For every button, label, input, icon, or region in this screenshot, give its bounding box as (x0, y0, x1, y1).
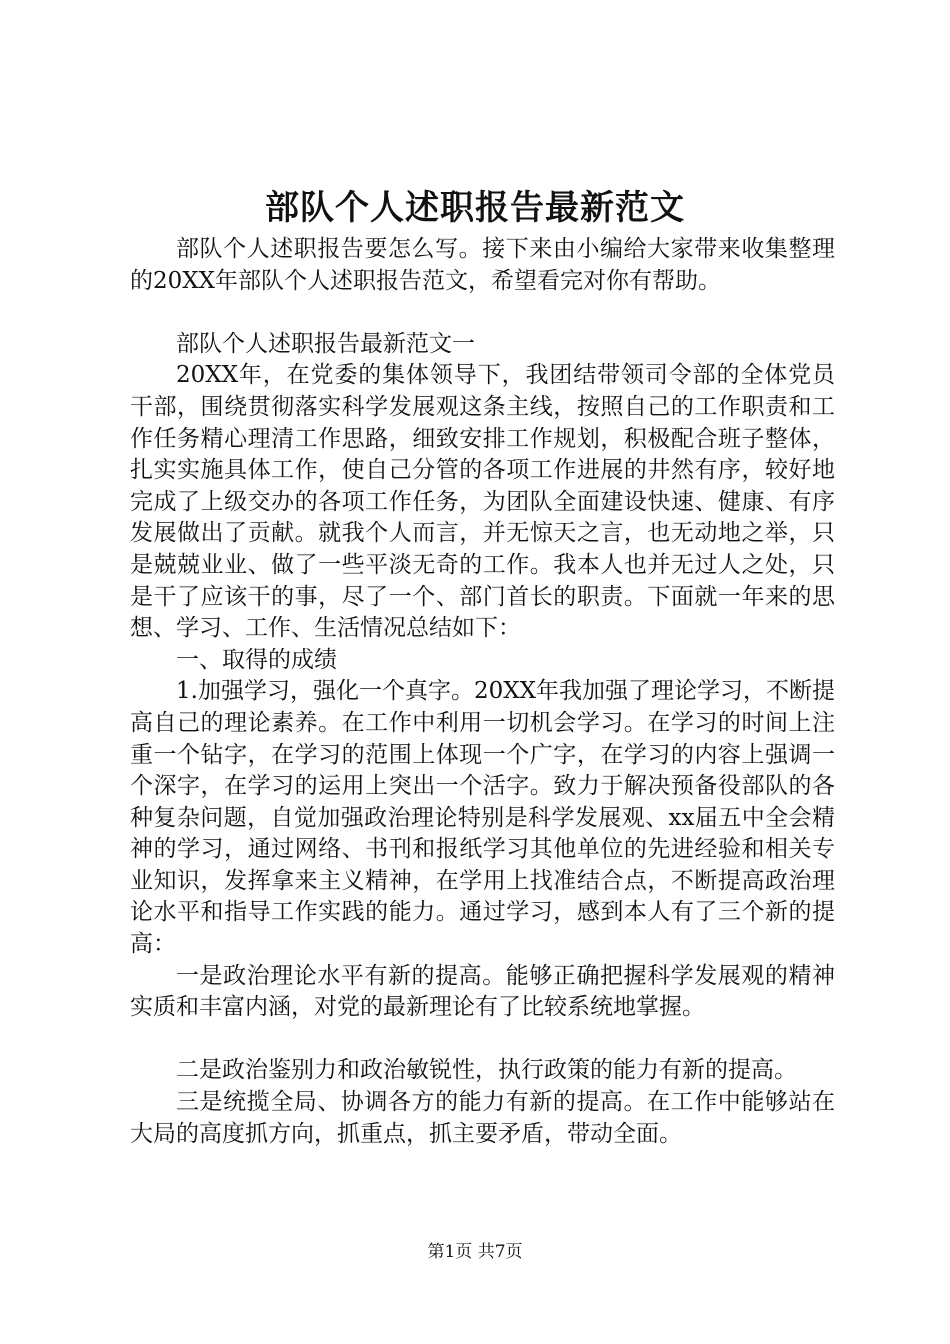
intro-paragraph: 部队个人述职报告要怎么写。接下来由小编给大家带来收集整理的20XX年部队个人述职报告范文，希望看完对你有帮助。 (130, 236, 835, 294)
document-body (130, 234, 835, 1150)
body-paragraph: 1.加强学习，强化一个真字。20XX年我加强了理论学习，不断提高自己的理论素养。在工作中利用一切机会学习。在学习的时间上注重一个钻字，在学习的范围上体现一个广字，在学习的内容上强调一个深字，在学习的运用上突出一个活字。致力于解决预备役部队的各种复杂问题，自觉加强政治理论特别是科学发展观、xx届五中全会精神的学习，通过网络、书刊和报纸学习其他单位的先进经验和相关专业知识，发挥拿来主义精神，在学用上找准结合点，不断提高政治理论水平和指导工作实践的能力。通过学习，感到本人有了三个新的提高： (130, 678, 835, 958)
body-paragraph: 20XX年，在党委的集体领导下，我团结带领司令部的全体党员干部，围绕贯彻落实科学发展观这条主线，按照自己的工作职责和工作任务精心理清工作思路，细致安排工作规划，积极配合班子整体，扎实实施具体工作，使自己分管的各项工作进展的井然有序，较好地完成了上级交办的各项工作任务，为团队全面建设快速、健康、有序发展做出了贡献。就我个人而言，并无惊天之言，也无动地之举，只是兢兢业业、做了一些平淡无奇的工作。我本人也并无过人之处，只是干了应该干的事，尽了一个、部门首长的职责。下面就一年来的思想、学习、工作、生活情况总结如下： (130, 362, 835, 642)
document-title: 部队个人述职报告最新范文 (265, 188, 685, 228)
body-paragraph: 二是政治鉴别力和政治敏锐性，执行政策的能力有新的提高。 (176, 1057, 797, 1084)
page-number-footer: 第1页 共7页 (427, 1242, 523, 1262)
body-paragraph: 三是统揽全局、协调各方的能力有新的提高。在工作中能够站在大局的高度抓方向，抓重点，抓主要矛盾，带动全面。 (130, 1089, 835, 1147)
body-paragraph: 一是政治理论水平有新的提高。能够正确把握科学发展观的精神实质和丰富内涵，对党的最新理论有了比较系统地掌握。 (130, 962, 835, 1021)
section-heading: 部队个人述职报告最新范文一 (176, 330, 475, 357)
subsection-heading: 一、取得的成绩 (176, 646, 337, 673)
